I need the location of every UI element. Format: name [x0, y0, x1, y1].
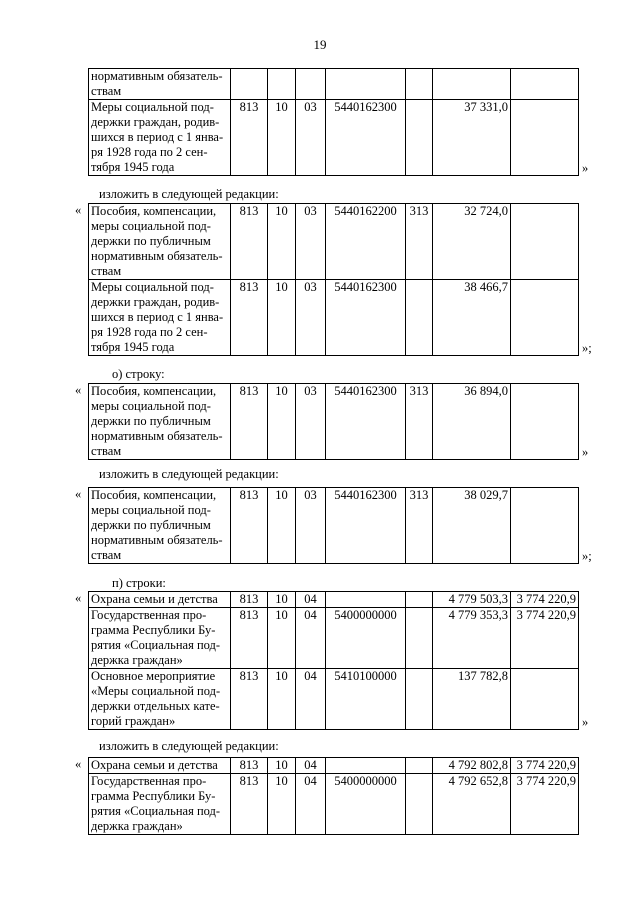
table-cell-grbs: 813 — [231, 774, 268, 835]
page-number: 19 — [313, 37, 327, 52]
table-cell-rz: 10 — [268, 384, 296, 460]
budget-table — [88, 487, 579, 564]
close-quote-mark: » — [582, 715, 589, 729]
table-cell-sum2: 3 774 220,9 — [511, 758, 579, 774]
table-cell-name: Пособия, компенсации, меры социальной под- держки по публичным нормативным обязатель- ствам — [89, 204, 231, 280]
budget-table — [88, 757, 579, 835]
table-cell-vr — [406, 774, 433, 835]
close-quote-mark: »; — [582, 549, 592, 563]
table-cell-csr: 5440162300 — [326, 100, 406, 176]
table-cell-csr: 5410100000 — [326, 669, 406, 730]
table-section — [88, 68, 589, 176]
table-cell-sum1 — [433, 69, 511, 100]
table-row — [89, 280, 579, 356]
table-cell-name: Меры социальной под- держки граждан, родив- шихся в период с 1 янва- ря 1928 года по 2 сен- тября 1945 года — [89, 100, 231, 176]
table-cell-csr — [326, 592, 406, 608]
budget-table — [88, 383, 579, 460]
table-cell-csr: 5400000000 — [326, 608, 406, 669]
close-quote-mark: »; — [582, 341, 592, 355]
table-cell-pr: 04 — [296, 608, 326, 669]
table-cell-grbs: 813 — [231, 608, 268, 669]
table-cell-csr — [326, 69, 406, 100]
table-cell-vr — [406, 280, 433, 356]
table-cell-name: Государственная про- грамма Республики Бу- рятия «Социальная под- держка граждан» — [89, 774, 231, 835]
table-cell-sum1: 4 792 652,8 — [433, 774, 511, 835]
table-cell-vr: 313 — [406, 204, 433, 280]
table-cell-name: Пособия, компенсации, меры социальной под- держки по публичным нормативным обязатель- ствам — [89, 488, 231, 564]
table-cell-name: нормативным обязатель- ствам — [89, 69, 231, 100]
open-quote: « — [75, 383, 82, 397]
table-cell-sum1: 4 792 802,8 — [433, 758, 511, 774]
table-cell-vr — [406, 669, 433, 730]
open-quote: « — [75, 757, 82, 771]
table-section — [75, 591, 589, 730]
table-row — [89, 608, 579, 669]
table-cell-grbs: 813 — [231, 100, 268, 176]
table-cell-sum2: 3 774 220,9 — [511, 774, 579, 835]
table-row — [89, 100, 579, 176]
table-cell-vr — [406, 100, 433, 176]
table-cell-name: Меры социальной под- держки граждан, родив- шихся в период с 1 янва- ря 1928 года по 2 сен- тября 1945 года — [89, 280, 231, 356]
table-section — [75, 757, 578, 835]
table-cell-vr: 313 — [406, 488, 433, 564]
table-cell-rz — [268, 69, 296, 100]
table-cell-grbs — [231, 69, 268, 100]
table-cell-sum1: 38 029,7 — [433, 488, 511, 564]
table-section — [75, 487, 592, 564]
table-cell-pr: 03 — [296, 280, 326, 356]
section-label: изложить в следующей редакции: — [99, 467, 279, 481]
table-cell-sum1: 37 331,0 — [433, 100, 511, 176]
table-cell-rz: 10 — [268, 488, 296, 564]
table-cell-sum1: 4 779 503,3 — [433, 592, 511, 608]
table-cell-pr: 04 — [296, 774, 326, 835]
table-cell-sum2 — [511, 488, 579, 564]
table-cell-sum1: 4 779 353,3 — [433, 608, 511, 669]
table-cell-rz: 10 — [268, 280, 296, 356]
table-cell-vr — [406, 69, 433, 100]
table-cell-csr: 5440162300 — [326, 280, 406, 356]
section-label: изложить в следующей редакции: — [99, 739, 279, 753]
table-cell-grbs: 813 — [231, 592, 268, 608]
table-cell-rz: 10 — [268, 758, 296, 774]
table-cell-pr: 03 — [296, 488, 326, 564]
table-row — [89, 592, 579, 608]
table-cell-sum1: 32 724,0 — [433, 204, 511, 280]
table-cell-pr: 03 — [296, 204, 326, 280]
table-cell-vr: 313 — [406, 384, 433, 460]
table-cell-name: Пособия, компенсации, меры социальной под- держки по публичным нормативным обязатель- ствам — [89, 384, 231, 460]
table-cell-sum1: 137 782,8 — [433, 669, 511, 730]
table-cell-grbs: 813 — [231, 669, 268, 730]
close-quote-mark: » — [582, 445, 589, 459]
table-cell-name: Охрана семьи и детства — [89, 758, 231, 774]
open-quote: « — [75, 591, 82, 605]
table-cell-rz: 10 — [268, 204, 296, 280]
table-row — [89, 384, 579, 460]
table-row — [89, 758, 579, 774]
table-cell-vr — [406, 758, 433, 774]
table-cell-rz: 10 — [268, 100, 296, 176]
table-row — [89, 69, 579, 100]
table-cell-sum2 — [511, 384, 579, 460]
table-section — [75, 383, 589, 460]
table-cell-vr — [406, 608, 433, 669]
table-cell-sum1: 38 466,7 — [433, 280, 511, 356]
table-cell-grbs: 813 — [231, 488, 268, 564]
table-cell-rz: 10 — [268, 669, 296, 730]
table-row — [89, 669, 579, 730]
section-label: о) строку: — [112, 367, 165, 381]
table-cell-grbs: 813 — [231, 204, 268, 280]
table-cell-csr: 5440162300 — [326, 488, 406, 564]
table-row — [89, 488, 579, 564]
table-cell-csr — [326, 758, 406, 774]
table-cell-sum1: 36 894,0 — [433, 384, 511, 460]
table-cell-sum2 — [511, 100, 579, 176]
budget-table — [88, 591, 579, 730]
table-cell-sum2 — [511, 204, 579, 280]
table-cell-rz: 10 — [268, 592, 296, 608]
table-row — [89, 204, 579, 280]
table-cell-pr — [296, 69, 326, 100]
table-cell-sum2: 3 774 220,9 — [511, 608, 579, 669]
table-cell-grbs: 813 — [231, 384, 268, 460]
table-cell-name: Охрана семьи и детства — [89, 592, 231, 608]
open-quote: « — [75, 203, 82, 217]
table-cell-sum2 — [511, 669, 579, 730]
table-cell-csr: 5440162300 — [326, 384, 406, 460]
table-cell-sum2 — [511, 280, 579, 356]
table-cell-rz: 10 — [268, 774, 296, 835]
table-cell-pr: 04 — [296, 669, 326, 730]
table-cell-rz: 10 — [268, 608, 296, 669]
table-cell-pr: 03 — [296, 100, 326, 176]
open-quote: « — [75, 487, 82, 501]
table-cell-grbs: 813 — [231, 280, 268, 356]
section-label: изложить в следующей редакции: — [99, 187, 279, 201]
budget-table — [88, 203, 579, 356]
table-cell-name: Основное мероприятие «Меры социальной под- держки отдельных кате- горий граждан» — [89, 669, 231, 730]
table-cell-pr: 03 — [296, 384, 326, 460]
table-cell-csr: 5400000000 — [326, 774, 406, 835]
table-cell-vr — [406, 592, 433, 608]
table-cell-pr: 04 — [296, 758, 326, 774]
table-cell-sum2 — [511, 69, 579, 100]
table-cell-sum2: 3 774 220,9 — [511, 592, 579, 608]
section-label: п) строки: — [112, 576, 166, 590]
close-quote-mark: » — [582, 161, 589, 175]
budget-table — [88, 68, 579, 176]
table-cell-csr: 5440162200 — [326, 204, 406, 280]
table-row — [89, 774, 579, 835]
table-cell-grbs: 813 — [231, 758, 268, 774]
table-cell-pr: 04 — [296, 592, 326, 608]
table-cell-name: Государственная про- грамма Республики Бу- рятия «Социальная под- держка граждан» — [89, 608, 231, 669]
table-section — [75, 203, 592, 356]
